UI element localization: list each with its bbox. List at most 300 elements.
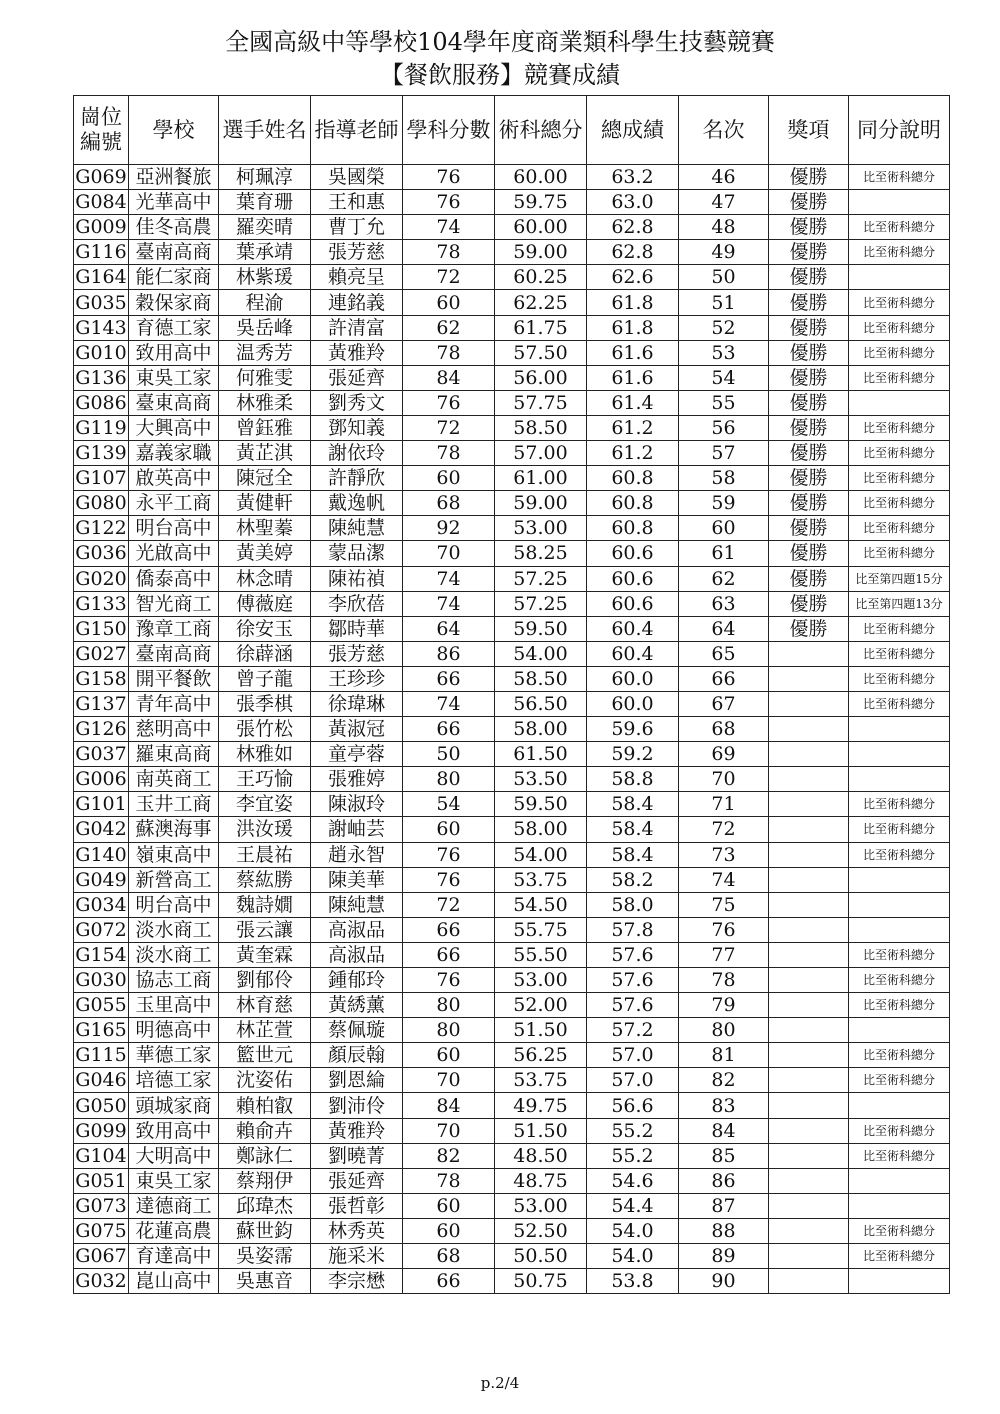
rank-cell: 77 bbox=[679, 942, 769, 967]
award-cell: 優勝 bbox=[769, 616, 849, 641]
practical-total-cell: 59.00 bbox=[495, 240, 587, 265]
contestant-name-cell: 林紫瑗 bbox=[219, 265, 311, 290]
tie-note-cell: 比至術科總分 bbox=[849, 968, 950, 993]
instructor-cell: 許靜欣 bbox=[311, 466, 403, 491]
award-cell bbox=[769, 792, 849, 817]
award-cell: 優勝 bbox=[769, 415, 849, 440]
column-header-instructor: 指導老師 bbox=[311, 96, 403, 165]
instructor-cell: 施采米 bbox=[311, 1244, 403, 1269]
station-id-cell: G006 bbox=[75, 768, 127, 791]
rank-cell: 56 bbox=[679, 415, 769, 440]
total-score-cell: 60.4 bbox=[587, 616, 679, 641]
school-cell: 花蓮高農 bbox=[129, 1218, 219, 1243]
rank-cell: 73 bbox=[679, 842, 769, 867]
tie-note-cell: 比至術科總分 bbox=[849, 315, 950, 340]
contestant-name-cell: 張云讓 bbox=[219, 917, 311, 942]
tie-note-cell bbox=[849, 265, 950, 290]
practical-total-cell: 52.00 bbox=[495, 993, 587, 1018]
contestant-name-cell: 蔡紘勝 bbox=[219, 867, 311, 892]
station-id-cell: G086 bbox=[75, 391, 127, 414]
practical-total-cell: 58.25 bbox=[495, 541, 587, 566]
academic-score-cell: 80 bbox=[403, 1018, 495, 1043]
page-number: p.2/4 bbox=[480, 1374, 520, 1392]
table-row bbox=[74, 917, 950, 942]
academic-score-cell: 66 bbox=[403, 1269, 495, 1294]
total-score-cell: 54.6 bbox=[587, 1168, 679, 1193]
tie-note-cell: 比至術科總分 bbox=[849, 466, 950, 491]
award-cell: 優勝 bbox=[769, 516, 849, 541]
academic-score-cell: 84 bbox=[403, 1093, 495, 1118]
instructor-cell: 許清富 bbox=[311, 315, 403, 340]
award-cell bbox=[769, 1018, 849, 1043]
station-id-cell: G150 bbox=[75, 617, 127, 640]
station-id-cell: G075 bbox=[75, 1219, 127, 1242]
station-id-cell: G067 bbox=[75, 1245, 127, 1268]
station-id-cell: G009 bbox=[75, 216, 127, 239]
academic-score-cell: 78 bbox=[403, 441, 495, 466]
award-cell bbox=[769, 1143, 849, 1168]
academic-score-cell: 72 bbox=[403, 415, 495, 440]
contestant-name-cell: 葉育珊 bbox=[219, 190, 311, 215]
tie-note-cell bbox=[849, 742, 950, 767]
tie-note-cell: 比至術科總分 bbox=[849, 1068, 950, 1093]
contestant-name-cell: 林雅如 bbox=[219, 742, 311, 767]
rank-cell: 90 bbox=[679, 1269, 769, 1294]
academic-score-cell: 66 bbox=[403, 917, 495, 942]
instructor-cell: 連銘義 bbox=[311, 290, 403, 315]
academic-score-cell: 68 bbox=[403, 491, 495, 516]
total-score-cell: 62.6 bbox=[587, 265, 679, 290]
contestant-name-cell: 吳惠音 bbox=[219, 1269, 311, 1294]
school-cell: 新營高工 bbox=[129, 867, 219, 892]
table-row bbox=[74, 817, 950, 842]
rank-cell: 65 bbox=[679, 641, 769, 666]
total-score-cell: 60.8 bbox=[587, 491, 679, 516]
table-body bbox=[74, 165, 950, 1294]
station-id-cell: G034 bbox=[75, 893, 127, 916]
instructor-cell: 戴逸帆 bbox=[311, 491, 403, 516]
school-cell: 亞洲餐旅 bbox=[129, 165, 219, 190]
practical-total-cell: 58.00 bbox=[495, 817, 587, 842]
tie-note-cell: 比至術科總分 bbox=[849, 215, 950, 240]
total-score-cell: 54.4 bbox=[587, 1193, 679, 1218]
academic-score-cell: 60 bbox=[403, 817, 495, 842]
school-cell: 淡水商工 bbox=[129, 942, 219, 967]
tie-note-cell: 比至術科總分 bbox=[849, 340, 950, 365]
award-cell bbox=[769, 1118, 849, 1143]
award-cell bbox=[769, 1193, 849, 1218]
station-id-cell: G042 bbox=[75, 818, 127, 841]
award-cell bbox=[769, 742, 849, 767]
total-score-cell: 60.0 bbox=[587, 691, 679, 716]
table-row bbox=[74, 993, 950, 1018]
practical-total-cell: 60.00 bbox=[495, 215, 587, 240]
instructor-cell: 蔡佩璇 bbox=[311, 1018, 403, 1043]
academic-score-cell: 70 bbox=[403, 541, 495, 566]
school-cell: 玉井工商 bbox=[129, 792, 219, 817]
contestant-name-cell: 曾鈺雅 bbox=[219, 415, 311, 440]
table-row bbox=[74, 190, 950, 215]
station-id-cell: G104 bbox=[75, 1144, 127, 1167]
academic-score-cell: 60 bbox=[403, 1193, 495, 1218]
tie-note-cell: 比至術科總分 bbox=[849, 1244, 950, 1269]
rank-cell: 48 bbox=[679, 215, 769, 240]
table-row bbox=[74, 1068, 950, 1093]
academic-score-cell: 84 bbox=[403, 365, 495, 390]
school-cell: 能仁家商 bbox=[129, 265, 219, 290]
total-score-cell: 60.8 bbox=[587, 466, 679, 491]
contestant-name-cell: 林育慈 bbox=[219, 993, 311, 1018]
practical-total-cell: 54.50 bbox=[495, 892, 587, 917]
contestant-name-cell: 柯珮淳 bbox=[219, 165, 311, 190]
rank-cell: 67 bbox=[679, 691, 769, 716]
award-cell: 優勝 bbox=[769, 315, 849, 340]
academic-score-cell: 92 bbox=[403, 516, 495, 541]
contestant-name-cell: 林雅柔 bbox=[219, 390, 311, 415]
rank-cell: 87 bbox=[679, 1193, 769, 1218]
instructor-cell: 劉曉菁 bbox=[311, 1143, 403, 1168]
award-cell bbox=[769, 1093, 849, 1118]
instructor-cell: 蒙品潔 bbox=[311, 541, 403, 566]
instructor-cell: 黃雅羚 bbox=[311, 1118, 403, 1143]
station-id-cell: G030 bbox=[75, 969, 127, 992]
total-score-cell: 55.2 bbox=[587, 1143, 679, 1168]
contestant-name-cell: 籃世元 bbox=[219, 1043, 311, 1068]
practical-total-cell: 56.50 bbox=[495, 691, 587, 716]
contestant-name-cell: 王晨祐 bbox=[219, 842, 311, 867]
rank-cell: 63 bbox=[679, 591, 769, 616]
table-row bbox=[74, 616, 950, 641]
rank-cell: 83 bbox=[679, 1093, 769, 1118]
contestant-name-cell: 鄭詠仁 bbox=[219, 1143, 311, 1168]
school-cell: 臺南高商 bbox=[129, 240, 219, 265]
award-cell bbox=[769, 717, 849, 742]
school-cell: 育達高中 bbox=[129, 1244, 219, 1269]
table-row bbox=[74, 717, 950, 742]
instructor-cell: 曹丁允 bbox=[311, 215, 403, 240]
tie-note-cell: 比至術科總分 bbox=[849, 666, 950, 691]
instructor-cell: 李欣蓓 bbox=[311, 591, 403, 616]
award-cell bbox=[769, 817, 849, 842]
header-row bbox=[74, 96, 950, 165]
rank-cell: 71 bbox=[679, 792, 769, 817]
rank-cell: 57 bbox=[679, 441, 769, 466]
practical-total-cell: 61.00 bbox=[495, 466, 587, 491]
rank-cell: 59 bbox=[679, 491, 769, 516]
school-cell: 嘉義家職 bbox=[129, 441, 219, 466]
station-id-cell: G032 bbox=[75, 1270, 127, 1293]
total-score-cell: 55.2 bbox=[587, 1118, 679, 1143]
contestant-name-cell: 魏詩嫺 bbox=[219, 892, 311, 917]
school-cell: 致用高中 bbox=[129, 1118, 219, 1143]
results-table bbox=[73, 95, 950, 1294]
table-row bbox=[74, 666, 950, 691]
school-cell: 大明高中 bbox=[129, 1143, 219, 1168]
total-score-cell: 54.0 bbox=[587, 1244, 679, 1269]
tie-note-cell bbox=[849, 767, 950, 792]
total-score-cell: 58.4 bbox=[587, 792, 679, 817]
award-cell bbox=[769, 1068, 849, 1093]
station-id-cell: G050 bbox=[75, 1094, 127, 1117]
table-row bbox=[74, 942, 950, 967]
academic-score-cell: 54 bbox=[403, 792, 495, 817]
contestant-name-cell: 蘇世鈞 bbox=[219, 1218, 311, 1243]
academic-score-cell: 78 bbox=[403, 340, 495, 365]
school-cell: 頭城家商 bbox=[129, 1093, 219, 1118]
practical-total-cell: 53.50 bbox=[495, 767, 587, 792]
table-row bbox=[74, 892, 950, 917]
practical-total-cell: 52.50 bbox=[495, 1218, 587, 1243]
school-cell: 育德工家 bbox=[129, 315, 219, 340]
practical-total-cell: 58.50 bbox=[495, 415, 587, 440]
station-id-cell: G080 bbox=[75, 492, 127, 515]
station-id-cell: G084 bbox=[75, 191, 127, 214]
academic-score-cell: 82 bbox=[403, 1143, 495, 1168]
total-score-cell: 62.8 bbox=[587, 240, 679, 265]
instructor-cell: 張芳慈 bbox=[311, 641, 403, 666]
practical-total-cell: 62.25 bbox=[495, 290, 587, 315]
practical-total-cell: 48.75 bbox=[495, 1168, 587, 1193]
table-row bbox=[74, 566, 950, 591]
tie-note-cell bbox=[849, 1269, 950, 1294]
practical-total-cell: 57.50 bbox=[495, 340, 587, 365]
contestant-name-cell: 黃芷淇 bbox=[219, 441, 311, 466]
award-cell bbox=[769, 892, 849, 917]
table-row bbox=[74, 742, 950, 767]
table-row bbox=[74, 215, 950, 240]
academic-score-cell: 76 bbox=[403, 842, 495, 867]
column-header-contestant-name: 選手姓名 bbox=[219, 96, 311, 165]
table-row bbox=[74, 1043, 950, 1068]
instructor-cell: 陳純慧 bbox=[311, 892, 403, 917]
school-cell: 培德工家 bbox=[129, 1068, 219, 1093]
rank-cell: 88 bbox=[679, 1218, 769, 1243]
instructor-cell: 顏辰翰 bbox=[311, 1043, 403, 1068]
table-row bbox=[74, 315, 950, 340]
rank-cell: 61 bbox=[679, 541, 769, 566]
station-id-cell: G165 bbox=[75, 1019, 127, 1042]
tie-note-cell: 比至術科總分 bbox=[849, 240, 950, 265]
contestant-name-cell: 何雅雯 bbox=[219, 365, 311, 390]
total-score-cell: 57.6 bbox=[587, 942, 679, 967]
rank-cell: 85 bbox=[679, 1143, 769, 1168]
station-id-cell: G122 bbox=[75, 517, 127, 540]
instructor-cell: 賴亮呈 bbox=[311, 265, 403, 290]
school-cell: 達德商工 bbox=[129, 1193, 219, 1218]
station-id-cell: G136 bbox=[75, 366, 127, 389]
contestant-name-cell: 吳姿霈 bbox=[219, 1244, 311, 1269]
practical-total-cell: 61.75 bbox=[495, 315, 587, 340]
total-score-cell: 57.0 bbox=[587, 1068, 679, 1093]
station-id-cell: G020 bbox=[75, 567, 127, 590]
tie-note-cell bbox=[849, 1168, 950, 1193]
practical-total-cell: 50.50 bbox=[495, 1244, 587, 1269]
station-id-cell: G051 bbox=[75, 1169, 127, 1192]
award-cell: 優勝 bbox=[769, 215, 849, 240]
table-row bbox=[74, 1218, 950, 1243]
award-cell: 優勝 bbox=[769, 190, 849, 215]
school-cell: 玉里高中 bbox=[129, 993, 219, 1018]
academic-score-cell: 70 bbox=[403, 1118, 495, 1143]
award-cell: 優勝 bbox=[769, 240, 849, 265]
rank-cell: 78 bbox=[679, 968, 769, 993]
station-id-cell: G107 bbox=[75, 467, 127, 490]
table-row bbox=[74, 1168, 950, 1193]
contestant-name-cell: 程渝 bbox=[219, 290, 311, 315]
practical-total-cell: 54.00 bbox=[495, 842, 587, 867]
instructor-cell: 張哲彰 bbox=[311, 1193, 403, 1218]
practical-total-cell: 53.00 bbox=[495, 1193, 587, 1218]
table-row bbox=[74, 641, 950, 666]
total-score-cell: 61.2 bbox=[587, 415, 679, 440]
contestant-name-cell: 黃健軒 bbox=[219, 491, 311, 516]
contestant-name-cell: 徐薜涵 bbox=[219, 641, 311, 666]
instructor-cell: 謝岫芸 bbox=[311, 817, 403, 842]
practical-total-cell: 55.50 bbox=[495, 942, 587, 967]
tie-note-cell: 比至術科總分 bbox=[849, 415, 950, 440]
award-cell bbox=[769, 842, 849, 867]
column-header-school: 學校 bbox=[129, 96, 219, 165]
school-cell: 穀保家商 bbox=[129, 290, 219, 315]
rank-cell: 60 bbox=[679, 516, 769, 541]
tie-note-cell bbox=[849, 917, 950, 942]
school-cell: 光啟高中 bbox=[129, 541, 219, 566]
rank-cell: 51 bbox=[679, 290, 769, 315]
tie-note-cell: 比至術科總分 bbox=[849, 942, 950, 967]
school-cell: 永平工商 bbox=[129, 491, 219, 516]
rank-cell: 64 bbox=[679, 616, 769, 641]
contestant-name-cell: 賴俞卉 bbox=[219, 1118, 311, 1143]
practical-total-cell: 60.25 bbox=[495, 265, 587, 290]
practical-total-cell: 53.75 bbox=[495, 867, 587, 892]
station-id-cell: G046 bbox=[75, 1069, 127, 1092]
tie-note-cell: 比至術科總分 bbox=[849, 817, 950, 842]
contestant-name-cell: 林聖蓁 bbox=[219, 516, 311, 541]
practical-total-cell: 56.25 bbox=[495, 1043, 587, 1068]
total-score-cell: 62.8 bbox=[587, 215, 679, 240]
station-id-cell: G137 bbox=[75, 693, 127, 716]
instructor-cell: 王和惠 bbox=[311, 190, 403, 215]
academic-score-cell: 76 bbox=[403, 190, 495, 215]
academic-score-cell: 66 bbox=[403, 717, 495, 742]
tie-note-cell: 比至術科總分 bbox=[849, 516, 950, 541]
award-cell bbox=[769, 1244, 849, 1269]
academic-score-cell: 78 bbox=[403, 240, 495, 265]
contestant-name-cell: 張竹松 bbox=[219, 717, 311, 742]
station-id-cell: G099 bbox=[75, 1119, 127, 1142]
school-cell: 明德高中 bbox=[129, 1018, 219, 1043]
contestant-name-cell: 曾子龍 bbox=[219, 666, 311, 691]
contestant-name-cell: 黃美婷 bbox=[219, 541, 311, 566]
station-id-cell: G140 bbox=[75, 843, 127, 866]
table-row bbox=[74, 365, 950, 390]
instructor-cell: 鄒時華 bbox=[311, 616, 403, 641]
table-row bbox=[74, 165, 950, 190]
school-cell: 蘇澳海事 bbox=[129, 817, 219, 842]
school-cell: 南英商工 bbox=[129, 767, 219, 792]
rank-cell: 79 bbox=[679, 993, 769, 1018]
practical-total-cell: 60.00 bbox=[495, 165, 587, 190]
academic-score-cell: 72 bbox=[403, 265, 495, 290]
award-cell bbox=[769, 666, 849, 691]
academic-score-cell: 60 bbox=[403, 1218, 495, 1243]
school-cell: 崑山高中 bbox=[129, 1269, 219, 1294]
station-id-cell: G027 bbox=[75, 642, 127, 665]
tie-note-cell bbox=[849, 892, 950, 917]
practical-total-cell: 55.75 bbox=[495, 917, 587, 942]
rank-cell: 53 bbox=[679, 340, 769, 365]
tie-note-cell: 比至第四題15分 bbox=[849, 566, 950, 591]
practical-total-cell: 51.50 bbox=[495, 1118, 587, 1143]
academic-score-cell: 74 bbox=[403, 591, 495, 616]
station-id-cell: G164 bbox=[75, 266, 127, 289]
instructor-cell: 陳美華 bbox=[311, 867, 403, 892]
contestant-name-cell: 張季棋 bbox=[219, 691, 311, 716]
practical-total-cell: 59.75 bbox=[495, 190, 587, 215]
academic-score-cell: 68 bbox=[403, 1244, 495, 1269]
rank-cell: 68 bbox=[679, 717, 769, 742]
instructor-cell: 張延齊 bbox=[311, 1168, 403, 1193]
table-row bbox=[74, 491, 950, 516]
instructor-cell: 黃綉薰 bbox=[311, 993, 403, 1018]
total-score-cell: 57.8 bbox=[587, 917, 679, 942]
academic-score-cell: 74 bbox=[403, 215, 495, 240]
table-row bbox=[74, 1244, 950, 1269]
instructor-cell: 張芳慈 bbox=[311, 240, 403, 265]
award-cell: 優勝 bbox=[769, 591, 849, 616]
contestant-name-cell: 吳岳峰 bbox=[219, 315, 311, 340]
contestant-name-cell: 邱瑋杰 bbox=[219, 1193, 311, 1218]
total-score-cell: 54.0 bbox=[587, 1218, 679, 1243]
rank-cell: 55 bbox=[679, 390, 769, 415]
table-row bbox=[74, 767, 950, 792]
total-score-cell: 61.8 bbox=[587, 290, 679, 315]
school-cell: 東吳工家 bbox=[129, 1168, 219, 1193]
academic-score-cell: 74 bbox=[403, 691, 495, 716]
tie-note-cell: 比至術科總分 bbox=[849, 1118, 950, 1143]
award-cell bbox=[769, 691, 849, 716]
total-score-cell: 58.4 bbox=[587, 842, 679, 867]
school-cell: 東吳工家 bbox=[129, 365, 219, 390]
total-score-cell: 59.6 bbox=[587, 717, 679, 742]
station-id-cell: G010 bbox=[75, 341, 127, 364]
practical-total-cell: 61.50 bbox=[495, 742, 587, 767]
table-row bbox=[74, 415, 950, 440]
table-row bbox=[74, 290, 950, 315]
award-cell: 優勝 bbox=[769, 340, 849, 365]
award-cell bbox=[769, 1043, 849, 1068]
practical-total-cell: 53.00 bbox=[495, 516, 587, 541]
rank-cell: 86 bbox=[679, 1168, 769, 1193]
school-cell: 大興高中 bbox=[129, 415, 219, 440]
contestant-name-cell: 蔡翔伊 bbox=[219, 1168, 311, 1193]
academic-score-cell: 76 bbox=[403, 968, 495, 993]
academic-score-cell: 70 bbox=[403, 1068, 495, 1093]
total-score-cell: 60.6 bbox=[587, 541, 679, 566]
practical-total-cell: 58.00 bbox=[495, 717, 587, 742]
tie-note-cell: 比至術科總分 bbox=[849, 290, 950, 315]
rank-cell: 62 bbox=[679, 566, 769, 591]
award-cell bbox=[769, 1269, 849, 1294]
table-row bbox=[74, 1193, 950, 1218]
table-row bbox=[74, 390, 950, 415]
station-id-cell: G049 bbox=[75, 868, 127, 891]
award-cell bbox=[769, 942, 849, 967]
total-score-cell: 63.0 bbox=[587, 190, 679, 215]
rank-cell: 74 bbox=[679, 867, 769, 892]
total-score-cell: 57.6 bbox=[587, 993, 679, 1018]
school-cell: 啟英高中 bbox=[129, 466, 219, 491]
